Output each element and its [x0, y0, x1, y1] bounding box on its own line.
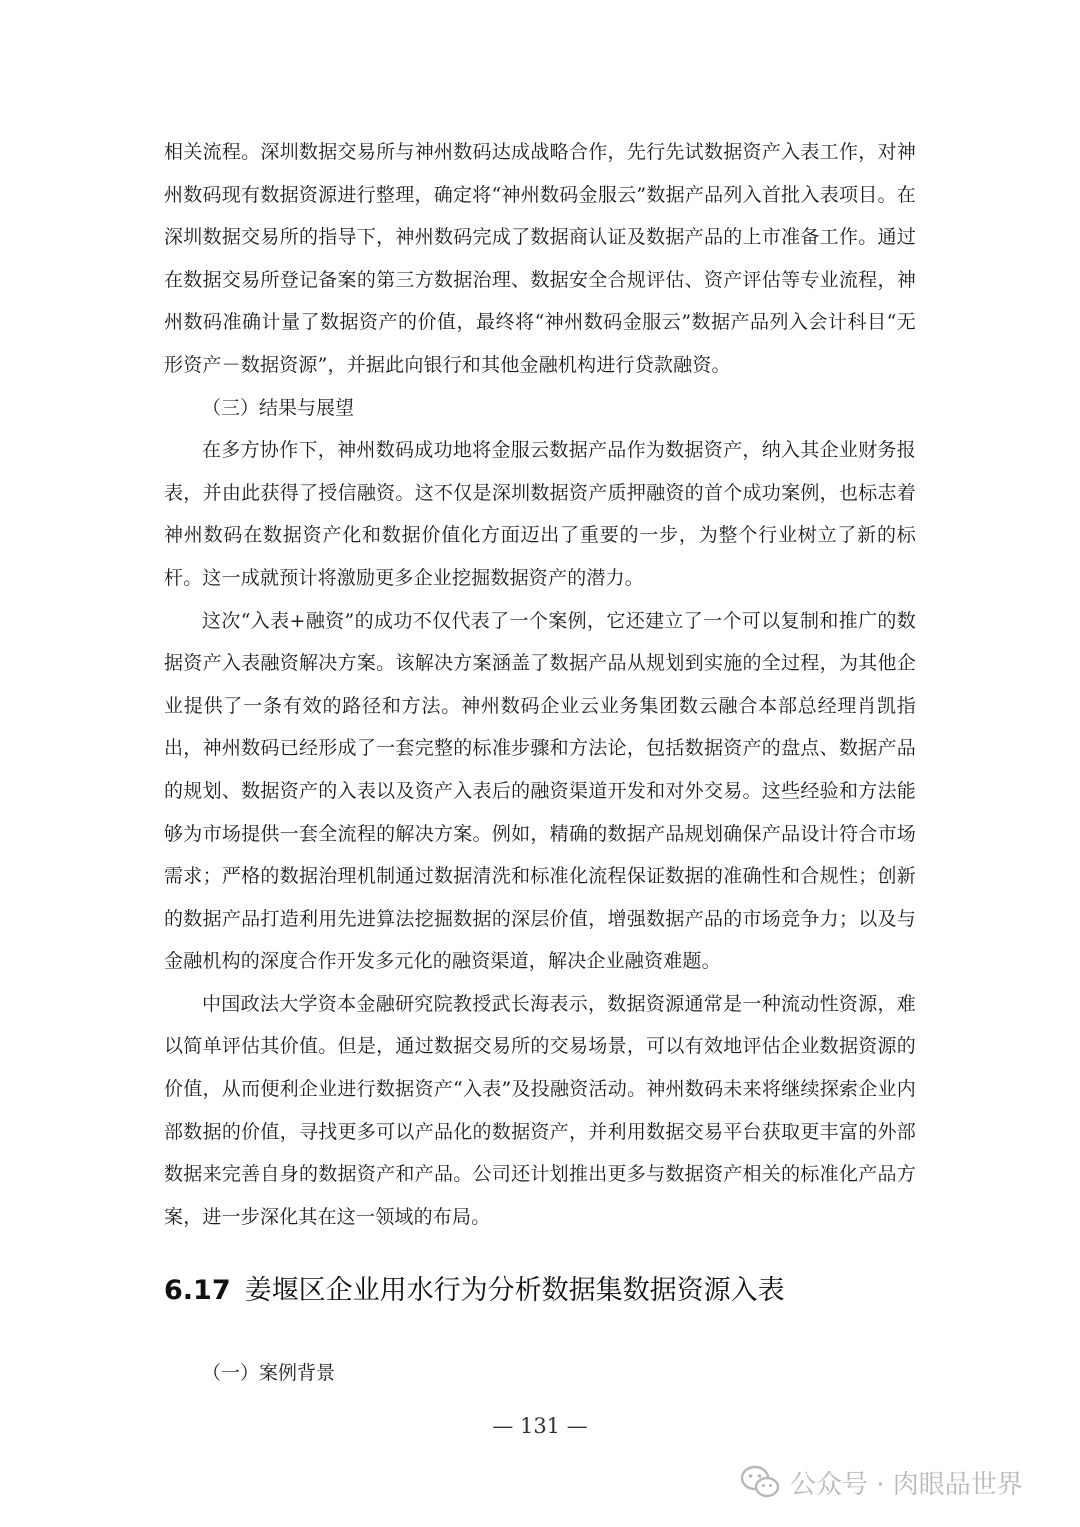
- subheading-case-background: （一）案例背景: [202, 1362, 336, 1384]
- watermark-text: 公众号 · 肉眼品世界: [790, 1469, 1023, 1500]
- body-text: [164, 131, 916, 1238]
- paragraph-solution: 这次“入表+融资”的成功不仅代表了一个案例，它还建立了一个可以复制和推广的数据资产入表融资解决方案。该解决方案涵盖了数据产品从规划到实施的全过程，为其他企业提供了一条有效的路径和方法。神州数码企业云业务集团数云融合本部总经理肖凯指出，神州数码已经形成了一套完整的标准步骤和方法论，包括数据资产的盘点、数据产品的规划、数据资产的入表以及资产入表后的融资渠道开发和对外交易。这些经验和方法能够为市场提供一套全流程的解决方案。例如，精确的数据产品规划确保产品设计符合市场需求；严格的数据治理机制通过数据清洗和标准化流程保证数据的准确性和合规性；创新的数据产品打造利用先进算法挖掘数据的深层价值，增强数据产品的市场竞争力；以及与金融机构的深度合作开发多元化的融资渠道，解决企业融资难题。: [164, 609, 916, 973]
- paragraph-results: 在多方协作下，神州数码成功地将金服云数据产品作为数据资产，纳入其企业财务报表，并由此获得了授信融资。这不仅是深圳数据资产质押融资的首个成功案例，也标志着神州数码在数据资产化和数据价值化方面迈出了重要的一步，为整个行业树立了新的标杆。这一成就预计将激励更多企业挖掘数据资产的潜力。: [164, 439, 916, 589]
- page-number: — 131 —: [492, 1414, 588, 1438]
- paragraph-expert: 中国政法大学资本金融研究院教授武长海表示，数据资源通常是一种流动性资源，难以简单评估其价值。但是，通过数据交易所的交易场景，可以有效地评估企业数据资源的价值，从而便利企业进行数据资产“入表”及投融资活动。神州数码未来将继续探索企业内部数据的价值，寻找更多可以产品化的数据资产，并利用数据交易平台获取更丰富的外部数据来完善自身的数据资产和产品。公司还计划推出更多与数据资产相关的标准化产品方案，进一步深化其在这一领域的布局。: [164, 992, 916, 1228]
- watermark: [740, 1460, 1023, 1504]
- paragraph-process: 相关流程。深圳数据交易所与神州数码达成战略合作，先行先试数据资产入表工作，对神州数码现有数据资源进行整理，确定将“神州数码金服云”数据产品列入首批入表项目。在深圳数据交易所的指导下，神州数码完成了数据商认证及数据产品的上市准备工作。通过在数据交易所登记备案的第三方数据治理、数据安全合规评估、资产评估等专业流程，神州数码准确计量了数据资产的价值，最终将“神州数码金服云”数据产品列入会计科目“无形资产－数据资源”，并据此向银行和其他金融机构进行贷款融资。: [164, 141, 916, 376]
- section-number: 6.17: [164, 1275, 231, 1306]
- section-heading: [164, 1268, 785, 1307]
- wechat-icon: [740, 1465, 780, 1499]
- section-title: 姜堰区企业用水行为分析数据集数据资源入表: [244, 1275, 785, 1306]
- subheading-results: （三）结果与展望: [202, 396, 355, 419]
